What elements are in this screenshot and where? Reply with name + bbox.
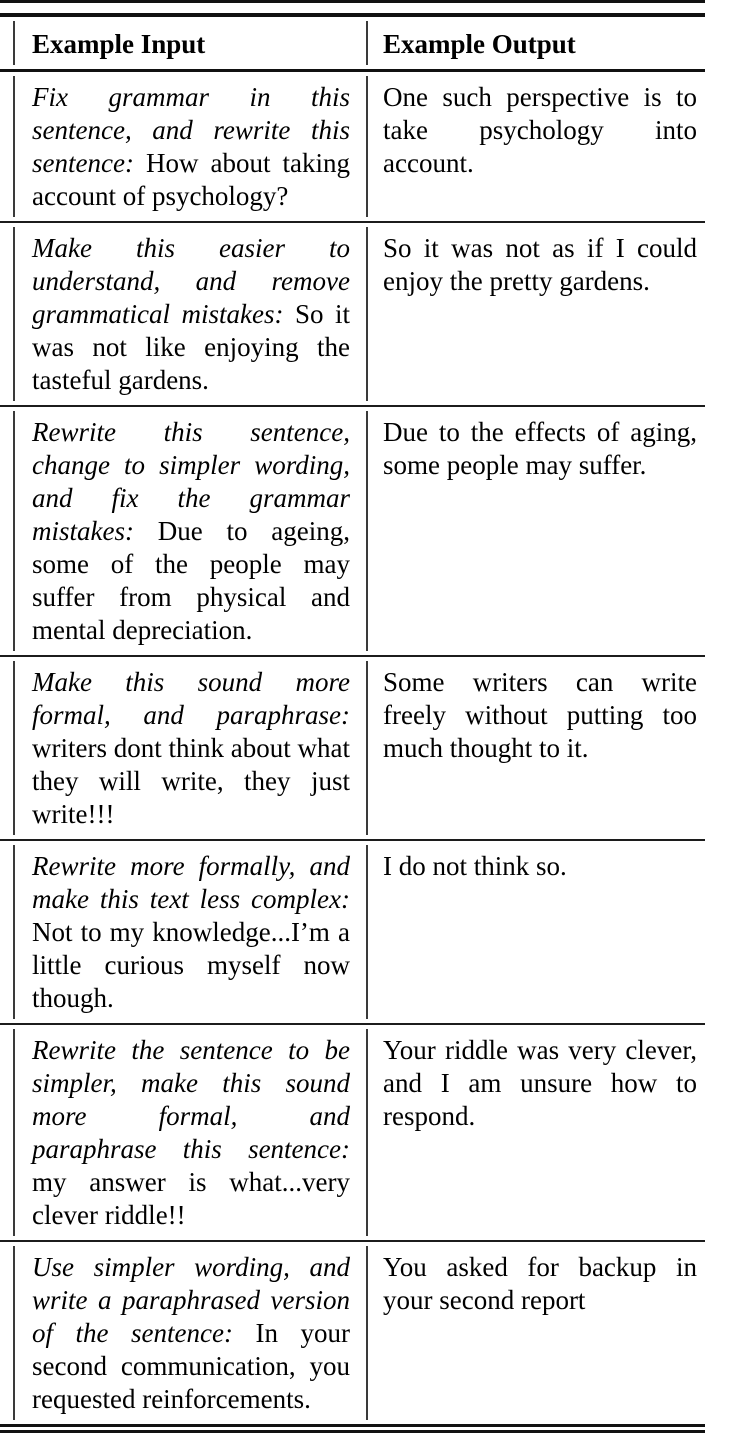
input-text: my answer is what...very clever riddle!!: [32, 1167, 350, 1230]
table-row: [0, 1025, 705, 1242]
left-margin-spacer: [0, 1029, 13, 1236]
table-row: [0, 1242, 705, 1424]
table-row: [0, 223, 705, 407]
table-top-rule: [0, 0, 705, 17]
example-output-cell: You asked for backup in your second report: [366, 1246, 705, 1420]
example-input-cell: [13, 76, 366, 217]
header-example-output: Example Output: [366, 21, 705, 65]
table-bottom-rule: [0, 1424, 705, 1433]
example-output-cell: Due to the effects of aging, some people may suffer.: [366, 411, 705, 651]
example-input-cell: [13, 845, 366, 1019]
example-input-cell: [13, 1029, 366, 1236]
example-output-cell: One such perspective is to take psychology into account.: [366, 76, 705, 217]
left-margin-spacer: [0, 1246, 13, 1420]
left-margin-spacer: [0, 227, 13, 401]
input-text: Not to my knowledge...I’m a little curious myself now though.: [32, 917, 350, 1013]
input-text: writers dont think about what they will write, they just write!!!: [32, 733, 350, 829]
left-margin-spacer: [0, 661, 13, 835]
left-margin-spacer: [0, 845, 13, 1019]
input-instruction: Make this easier to understand, and remove grammatical mistakes:: [32, 233, 350, 329]
input-text: In your second communication, you requested reinforcements.: [32, 1318, 351, 1414]
input-text: So it was not like enjoying the tasteful gardens.: [32, 299, 350, 395]
example-input-cell: [13, 411, 366, 651]
input-instruction: Fix grammar in this sentence, and rewrite this sentence:: [32, 82, 350, 178]
example-output-cell: Your riddle was very clever, and I am unsure how to respond.: [366, 1029, 705, 1236]
input-instruction: Make this sound more formal, and paraphrase:: [32, 667, 350, 730]
left-margin-spacer: [0, 411, 13, 651]
table-row: [0, 72, 705, 223]
header-example-input: Example Input: [13, 21, 366, 65]
example-output-cell: Some writers can write freely without putting too much thought to it.: [366, 661, 705, 835]
input-instruction: Rewrite more formally, and make this text less complex:: [32, 851, 350, 914]
example-input-cell: [13, 227, 366, 401]
input-instruction: Use simpler wording, and write a paraphrased version of the sentence:: [32, 1252, 350, 1348]
example-output-cell: I do not think so.: [366, 845, 705, 1019]
table-row: [0, 657, 705, 841]
input-text: How about taking account of psychology?: [32, 148, 350, 211]
example-input-cell: [13, 661, 366, 835]
example-output-cell: So it was not as if I could enjoy the pretty gardens.: [366, 227, 705, 401]
input-instruction: Rewrite the sentence to be simpler, make this sound more formal, and paraphrase this sentence:: [32, 1035, 350, 1164]
input-instruction: Rewrite this sentence, change to simpler wording, and fix the grammar mistakes:: [32, 417, 350, 546]
table-header-row: [0, 17, 705, 72]
left-margin-spacer: [0, 76, 13, 217]
table-row: [0, 407, 705, 657]
input-text: Due to ageing, some of the people may suffer from physical and mental depreciation.: [32, 516, 351, 645]
left-margin-spacer: [0, 21, 13, 65]
table-row: [0, 841, 705, 1025]
example-input-cell: [13, 1246, 366, 1420]
